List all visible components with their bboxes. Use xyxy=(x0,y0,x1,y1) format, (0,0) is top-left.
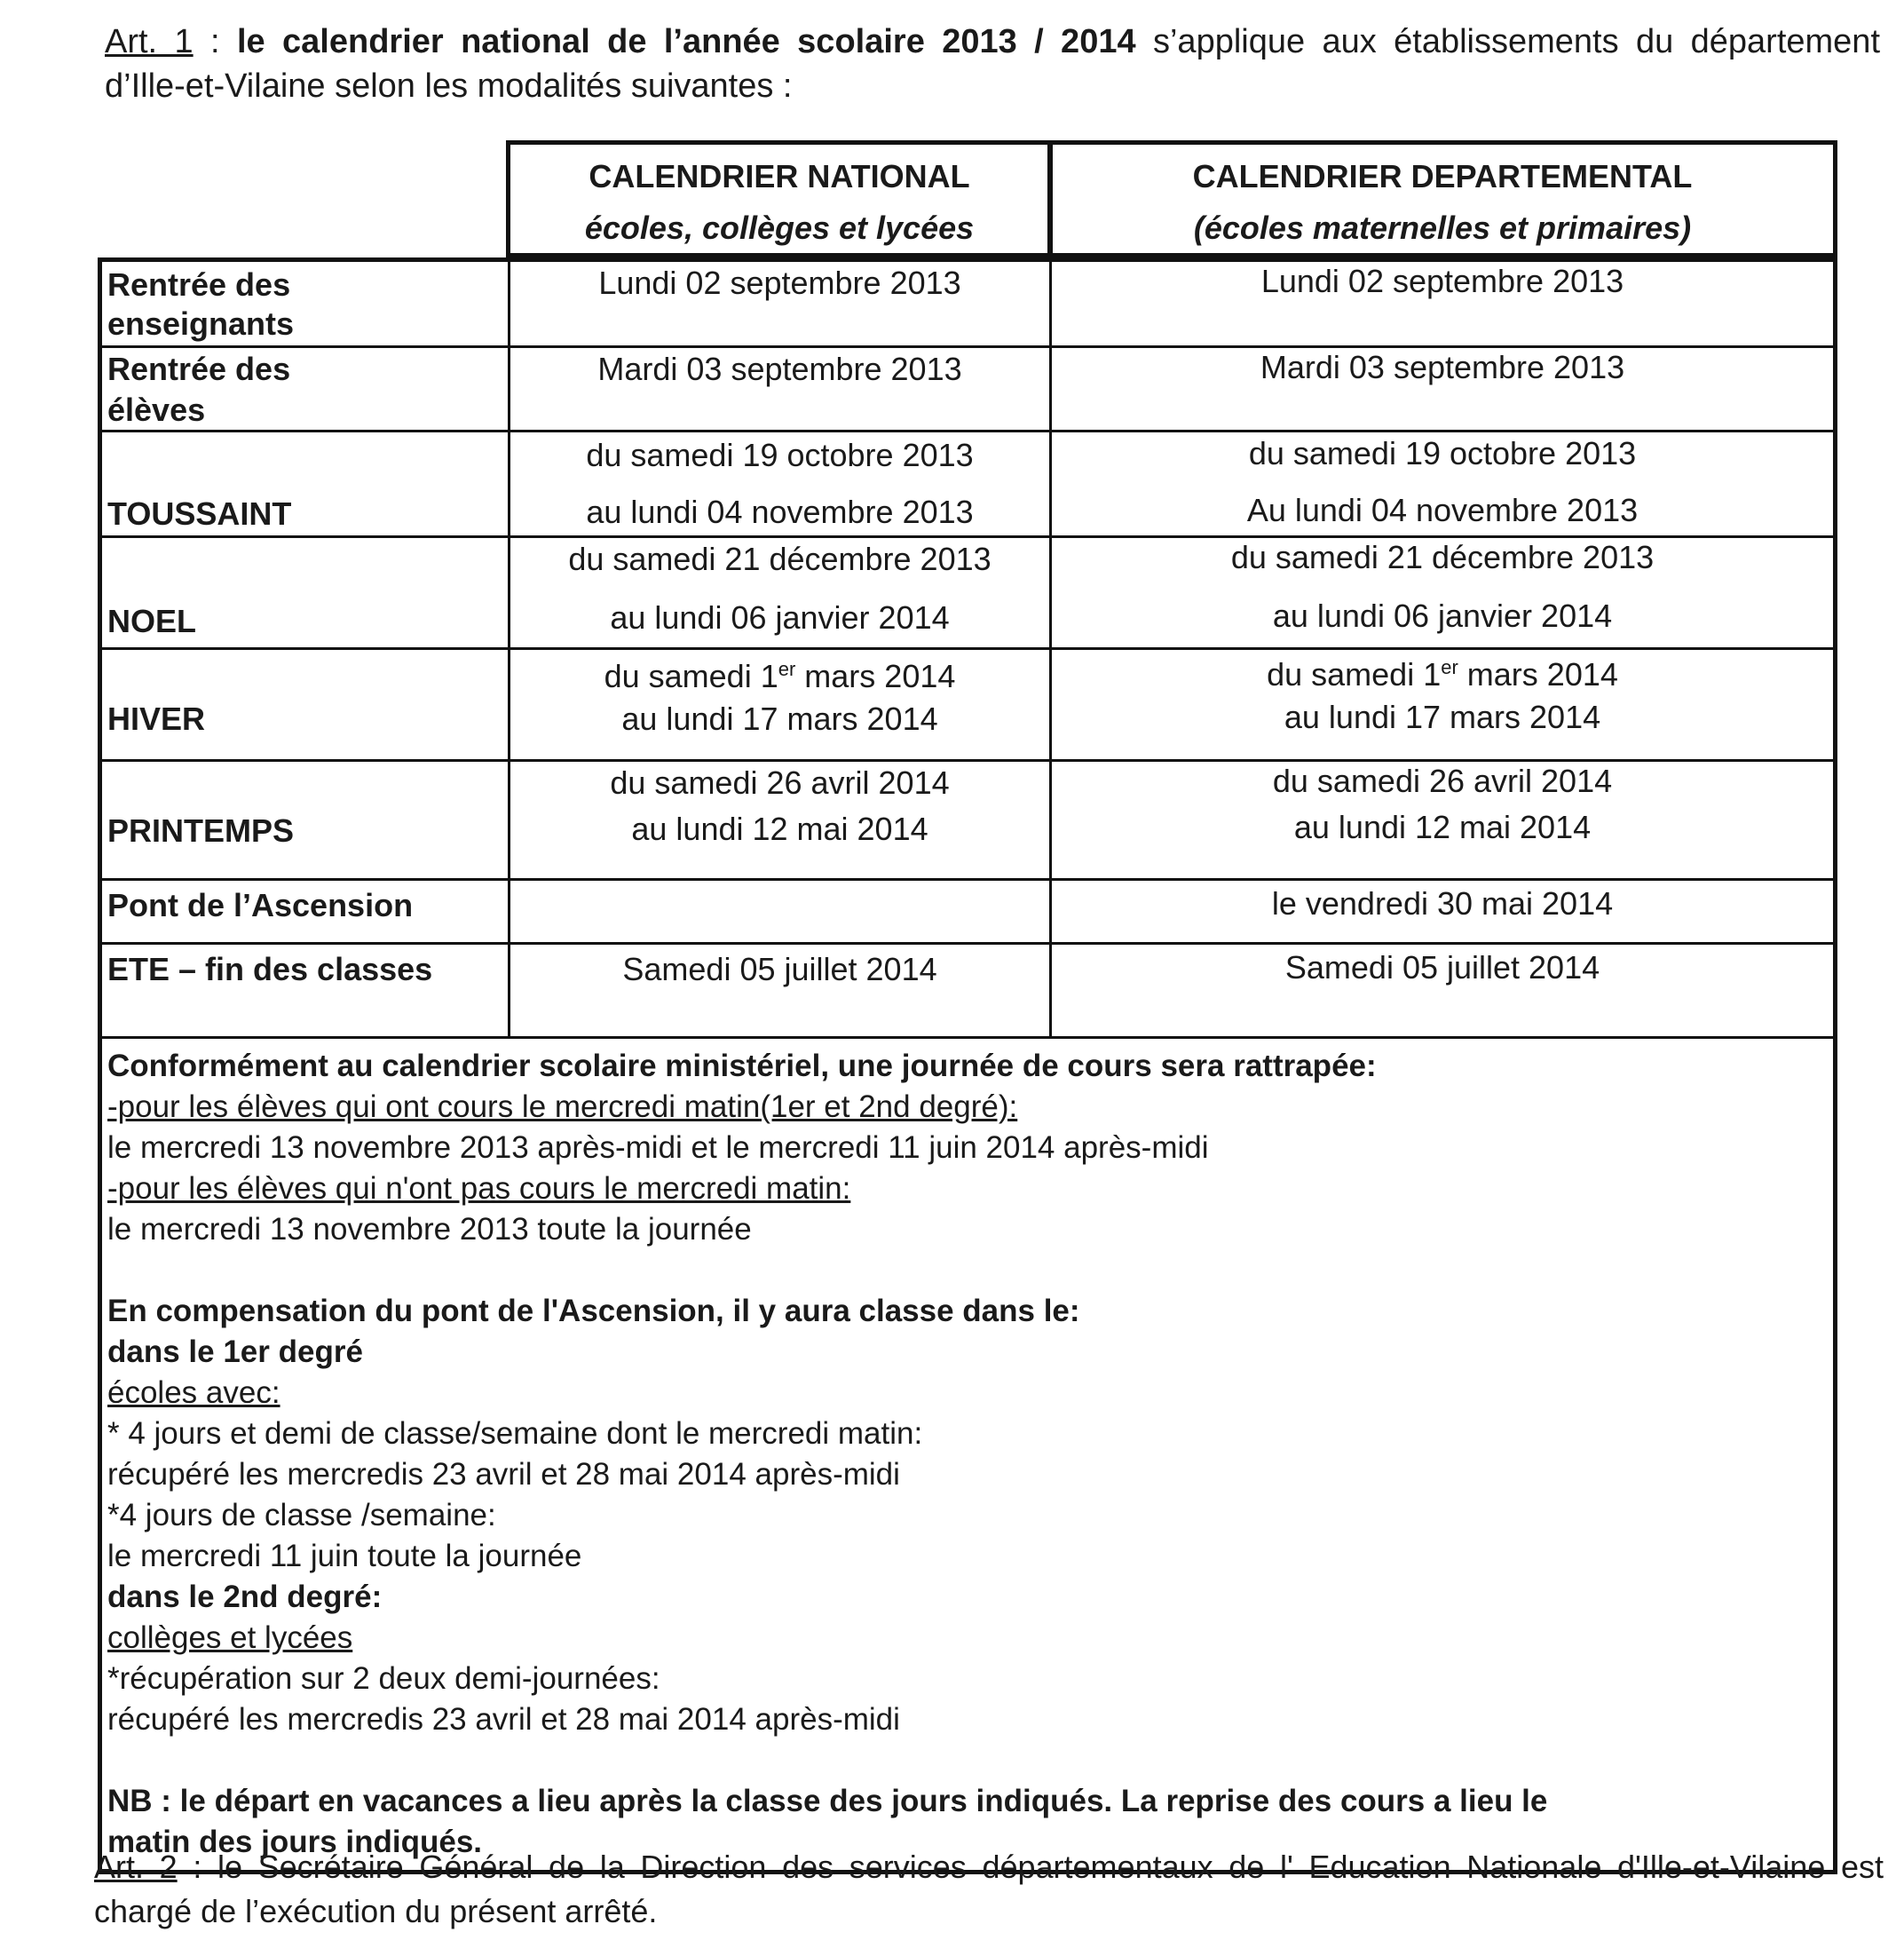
article-1-line-1 xyxy=(105,20,1880,64)
article-1-bold: le calendrier national de l’année scolaire 2013 / 2014 xyxy=(236,23,1136,60)
departemental-cell-line-1: Samedi 05 juillet 2014 xyxy=(1284,949,1600,986)
national-cell xyxy=(510,762,1052,878)
row-label-line-1: Rentrée des xyxy=(107,351,291,387)
departemental-cell xyxy=(1052,881,1833,942)
header-departemental-subtitle: (écoles maternelles et primaires) xyxy=(1193,210,1692,246)
notes-nb-line-2: matin des jours indiqués. xyxy=(107,1825,483,1859)
notes-text: récupéré les mercredis 23 avril et 28 mai 2014 après-midi xyxy=(107,1457,900,1492)
departemental-cell-text: du samedi 1 xyxy=(1267,656,1442,693)
table-row xyxy=(102,348,1833,432)
header-national-title: CALENDRIER NATIONAL xyxy=(589,158,970,194)
notes-degree-2: dans le 2nd degré: xyxy=(107,1580,383,1614)
departemental-cell-line-1: le vendredi 30 mai 2014 xyxy=(1271,885,1614,922)
national-cell-line-1: Mardi 03 septembre 2013 xyxy=(597,351,962,387)
notes-nb-line-1: NB : le départ en vacances a lieu après la classe des jours indiqués. La reprise des cours a lieu le xyxy=(107,1784,1548,1818)
departemental-cell-line-2: au lundi 06 janvier 2014 xyxy=(1272,598,1613,634)
national-cell-line-2: au lundi 12 mai 2014 xyxy=(631,811,928,847)
table-row xyxy=(102,538,1833,650)
departemental-cell xyxy=(1052,432,1833,535)
header-national-subtitle: écoles, collèges et lycées xyxy=(584,210,975,246)
table-row xyxy=(102,650,1833,762)
row-label xyxy=(102,432,510,535)
row-label-line-2: élèves xyxy=(107,392,206,428)
departemental-cell-line-1: Lundi 02 septembre 2013 xyxy=(1260,263,1624,299)
row-label xyxy=(102,348,510,430)
notes-subheading: écoles avec: xyxy=(107,1375,280,1410)
header-departemental xyxy=(1047,140,1837,257)
national-cell-text: mars 2014 xyxy=(795,658,956,694)
departemental-cell-line-1: du samedi 26 avril 2014 xyxy=(1272,763,1613,799)
national-cell-line-1: du samedi 19 octobre 2013 xyxy=(586,437,974,473)
departemental-cell-line-1: du samedi 21 décembre 2013 xyxy=(1230,539,1655,575)
article-2-text: : le Secrétaire Général de la Direction des services départementaux de l' Education Nationale d'Ille-et-Vilaine est xyxy=(177,1849,1884,1885)
national-cell-line-2: au lundi 17 mars 2014 xyxy=(621,701,938,737)
national-cell xyxy=(510,262,1052,345)
row-label xyxy=(102,262,510,345)
departemental-cell xyxy=(1052,762,1833,878)
departemental-cell xyxy=(1052,650,1833,759)
row-label-line-1: PRINTEMPS xyxy=(107,812,295,849)
national-cell-text: du samedi 1 xyxy=(604,658,778,694)
calendar-grid xyxy=(98,257,1837,1874)
spacer xyxy=(107,1740,1833,1781)
row-label xyxy=(102,650,510,759)
row-label xyxy=(102,762,510,878)
article-1-sep: : xyxy=(193,23,237,60)
departemental-cell-line-1: du samedi 19 octobre 2013 xyxy=(1248,435,1637,471)
notes-subheading: -pour les élèves qui ont cours le mercredi matin(1er et 2nd degré): xyxy=(107,1089,1018,1124)
notes-text: récupéré les mercredis 23 avril et 28 mai 2014 après-midi xyxy=(107,1702,900,1737)
table-row xyxy=(102,945,1833,1039)
national-cell-line-1: du samedi 21 décembre 2013 xyxy=(568,541,992,577)
table-row xyxy=(102,432,1833,538)
article-2-line-1 xyxy=(94,1845,1884,1889)
row-label-line-1: TOUSSAINT xyxy=(107,495,292,532)
departemental-cell xyxy=(1052,262,1833,345)
table-row xyxy=(102,262,1833,348)
departemental-cell-line-1: Mardi 03 septembre 2013 xyxy=(1260,349,1625,385)
national-cell-line-2: au lundi 04 novembre 2013 xyxy=(586,494,974,530)
departemental-cell xyxy=(1052,348,1833,430)
row-label-line-1: NOEL xyxy=(107,603,197,639)
national-cell xyxy=(510,945,1052,1036)
national-cell-line-1: Samedi 05 juillet 2014 xyxy=(622,951,937,987)
departemental-cell-line-1 xyxy=(1052,655,1833,693)
notes-text: le mercredi 13 novembre 2013 toute la journée xyxy=(107,1212,752,1247)
notes-subheading: collèges et lycées xyxy=(107,1620,353,1655)
national-cell-line-1: du samedi 26 avril 2014 xyxy=(610,764,950,801)
row-label-line-1: HIVER xyxy=(107,701,206,737)
row-label xyxy=(102,881,510,942)
article-1-label: Art. 1 xyxy=(105,23,194,60)
notes-text: le mercredi 11 juin toute la journée xyxy=(107,1539,582,1573)
table-row xyxy=(102,762,1833,881)
article-1-rest: s’applique aux établissements du département xyxy=(1135,23,1880,60)
departemental-cell-line-2: Au lundi 04 novembre 2013 xyxy=(1246,492,1639,528)
departemental-cell-line-2: au lundi 17 mars 2014 xyxy=(1284,699,1601,735)
row-label-line-2: enseignants xyxy=(107,305,295,342)
row-label-line-1: Pont de l’Ascension xyxy=(107,887,414,923)
ordinal-sup: er xyxy=(1441,656,1458,678)
row-label xyxy=(102,538,510,647)
ordinal-sup: er xyxy=(778,658,796,680)
national-cell-line-2: au lundi 06 janvier 2014 xyxy=(610,599,950,636)
national-cell xyxy=(510,650,1052,759)
notes-text: * 4 jours et demi de classe/semaine dont le mercredi matin: xyxy=(107,1416,923,1451)
national-cell xyxy=(510,881,1052,942)
national-cell-line-1 xyxy=(510,657,1049,695)
notes-block xyxy=(102,1039,1833,1870)
notes-compensation-title: En compensation du pont de l'Ascension, il y aura classe dans le: xyxy=(107,1294,1080,1328)
table-row xyxy=(102,881,1833,945)
departemental-cell-text: mars 2014 xyxy=(1458,656,1618,693)
notes-degree-1: dans le 1er degré xyxy=(107,1334,363,1369)
notes-text: *4 jours de classe /semaine: xyxy=(107,1498,496,1532)
article-2-line-2: chargé de l’exécution du présent arrêté. xyxy=(94,1893,658,1929)
row-label-line-1: Rentrée des xyxy=(107,266,291,303)
row-label xyxy=(102,945,510,1036)
article-1 xyxy=(105,20,1880,108)
national-cell xyxy=(510,538,1052,647)
header-national xyxy=(506,140,1053,257)
national-cell-line-1: Lundi 02 septembre 2013 xyxy=(598,265,961,301)
article-2-label: Art. 2 xyxy=(94,1849,178,1885)
national-cell xyxy=(510,432,1052,535)
notes-text: *récupération sur 2 deux demi-journées: xyxy=(107,1661,660,1696)
departemental-cell-line-2: au lundi 12 mai 2014 xyxy=(1293,809,1592,845)
header-departemental-title: CALENDRIER DEPARTEMENTAL xyxy=(1192,158,1693,194)
spacer xyxy=(107,1250,1833,1291)
national-cell xyxy=(510,348,1052,430)
notes-text: le mercredi 13 novembre 2013 après-midi et le mercredi 11 juin 2014 après-midi xyxy=(107,1130,1209,1165)
notes-subheading: -pour les élèves qui n'ont pas cours le mercredi matin: xyxy=(107,1171,851,1206)
notes-rattrapage-title: Conformément au calendrier scolaire ministériel, une journée de cours sera rattrapée: xyxy=(107,1049,1377,1083)
departemental-cell xyxy=(1052,945,1833,1036)
departemental-cell xyxy=(1052,538,1833,647)
article-1-line-2: d’Ille-et-Vilaine selon les modalités suivantes : xyxy=(105,67,793,105)
row-label-line-1: ETE – fin des classes xyxy=(107,951,433,987)
article-2 xyxy=(94,1845,1884,1934)
